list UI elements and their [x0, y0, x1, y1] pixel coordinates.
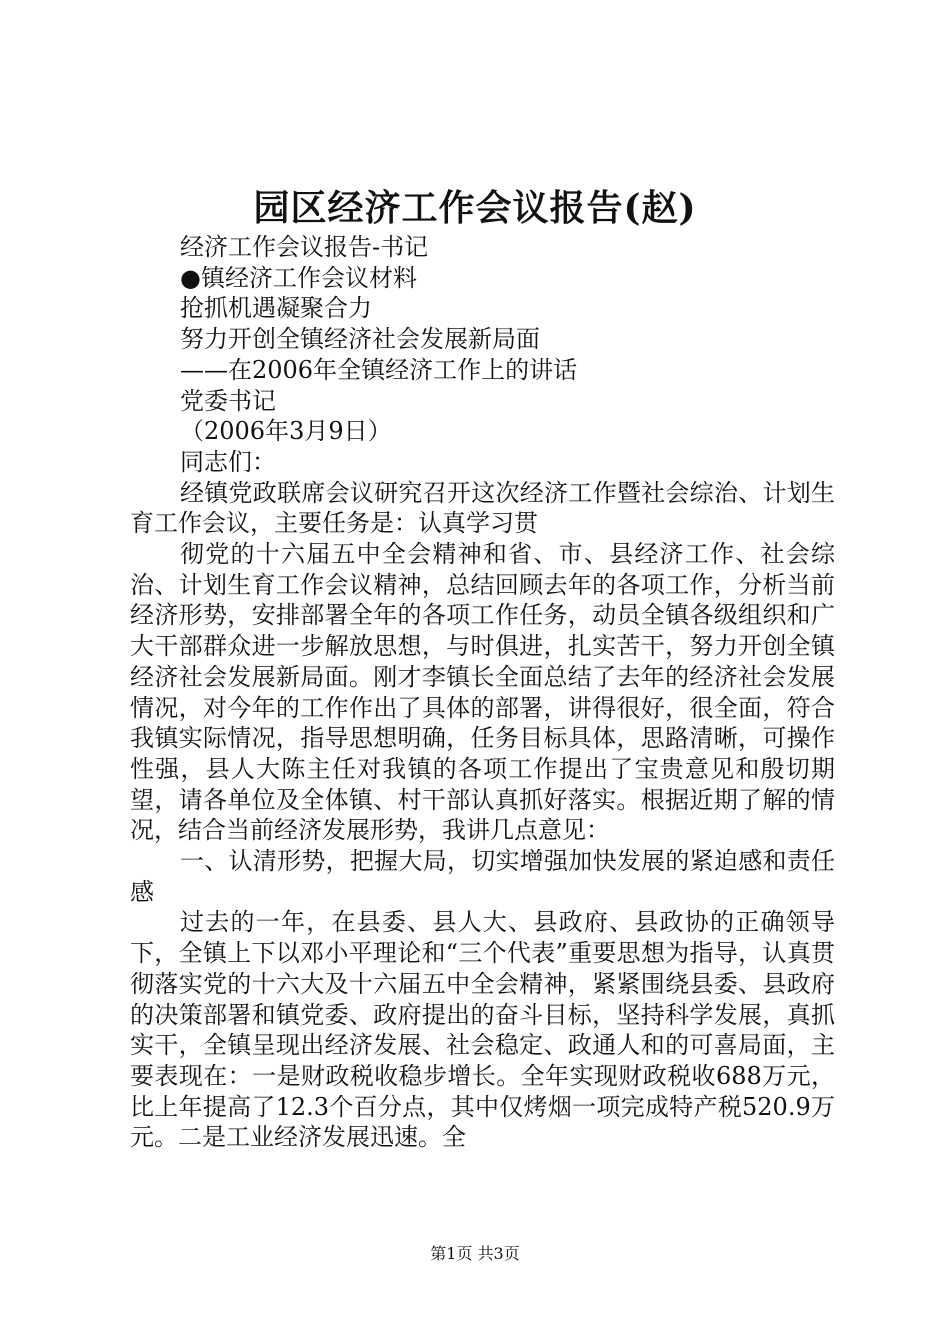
header-line: 党委书记 [180, 386, 276, 415]
header-line: 努力开创全镇经济社会发展新局面 [180, 325, 540, 354]
document-body [130, 232, 835, 1153]
section-heading: 一、认清形势，把握大局，切实增强加快发展的紧迫感和责任感 [130, 847, 835, 906]
header-line: 抢抓机遇凝聚合力 [180, 294, 372, 323]
header-line: ——在2006年全镇经济工作上的讲话 [180, 355, 578, 384]
header-line: ●镇经济工作会议材料 [180, 263, 417, 292]
body-paragraph: 过去的一年，在县委、县人大、县政府、县政协的正确领导下，全镇上下以邓小平理论和“三个代表”重要思想为指导，认真贯彻落实党的十六大及十六届五中全会精神，紧紧围绕县委、县政府的决策部署和镇党委、政府提出的奋斗目标，坚持科学发展，真抓实干，全镇呈现出经济发展、社会稳定、政通人和的可喜局面，主要表现在：一是财政税收稳步增长。全年实现财政税收688万元，比上年提高了12.3个百分点，其中仅烤烟一项完成特产税520.9万元。二是工业经济发展迅速。全 [130, 908, 835, 1152]
body-paragraph: 经镇党政联席会议研究召开这次经济工作暨社会综治、计划生育工作会议，主要任务是：认真学习贯 [130, 478, 835, 538]
salutation: 同志们： [180, 447, 276, 476]
page-footer: 第1页 共3页 [430, 1244, 520, 1263]
header-line: 经济工作会议报告-书记 [180, 233, 429, 261]
header-line: （2006年3月9日） [180, 417, 392, 446]
document-title: 园区经济工作会议报告(赵) [253, 187, 697, 229]
body-paragraph: 彻党的十六届五中全会精神和省、市、县经济工作、社会综治、计划生育工作会议精神，总结回顾去年的各项工作，分析当前经济形势，安排部署全年的各项工作任务，动员全镇各级组织和广大干部群众进一步解放思想，与时俱进，扎实苦干，努力开创全镇经济社会发展新局面。刚才李镇长全面总结了去年的经济社会发展情况，对今年的工作作出了具体的部署，讲得很好，很全面，符合我镇实际情况，指导思想明确，任务目标具体，思路清晰，可操作性强，县人大陈主任对我镇的各项工作提出了宝贵意见和殷切期望，请各单位及全体镇、村干部认真抓好落实。根据近期了解的情况，结合当前经济发展形势，我讲几点意见： [130, 540, 835, 845]
